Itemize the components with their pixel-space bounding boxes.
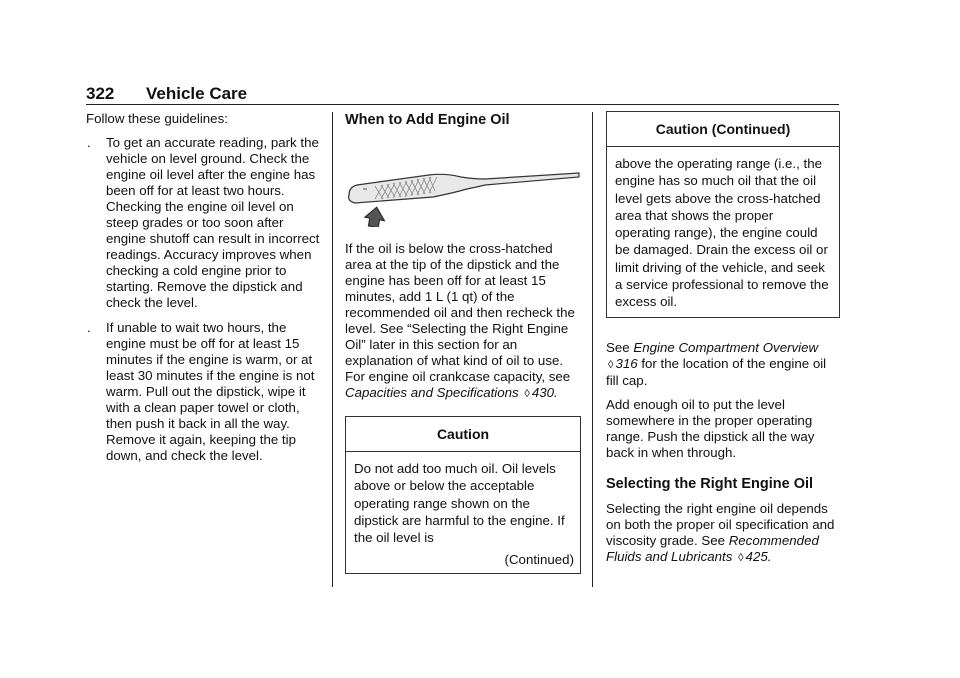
list-item (86, 320, 322, 464)
when-to-add-paragraph (345, 241, 581, 402)
page-header (86, 84, 839, 104)
dipstick-with-arrow-icon (345, 137, 581, 227)
caution-title: Caution (Continued) (607, 112, 839, 147)
page-ref-icon: ◊ (524, 388, 530, 400)
paragraph-text: If the oil is below the cross-hatched area at the tip of the dipstick and the engine has been off for at least 15 minutes, add 1 L (1 qt) of the recommended oil and then recheck the level. See “Selecting the Right Engine Oil” later in this section for an explanation of what kind of oil to use. For engine oil crankcase capacity, see (345, 241, 575, 384)
selecting-oil-paragraph (606, 501, 840, 566)
section-heading-selecting-oil: Selecting the Right Engine Oil (606, 475, 814, 492)
page-ref-icon: ◊ (738, 551, 744, 564)
caution-body: above the operating range (i.e., the engine has so much oil that the oil level gets above the cross-hatched area that shows the proper operating range), the engine could be damaged. Drain the excess oil or limit driving of the vehicle, and seek a service professional to remove the excess oil. (615, 156, 829, 310)
list-item (86, 135, 322, 311)
column-2 (345, 111, 581, 574)
see-text: See (606, 339, 634, 355)
caution-box (345, 416, 581, 574)
fill-cap-paragraph (606, 340, 840, 389)
page-ref[interactable]: 316 (615, 355, 638, 371)
continued-note: (Continued) (504, 552, 574, 568)
caution-continued-box (606, 111, 840, 318)
section-heading-when-to-add-oil: When to Add Engine Oil (345, 112, 510, 128)
bullet-text: If unable to wait two hours, the engine must be off for at least 15 minutes if the engine is warm, or at least 30 minutes if the engine is not warm. Pull out the dipstick, wipe it with a clean paper towel or cloth, then push it back in all the way. Remove it again, keeping the tip down, and check the level. (106, 320, 315, 463)
column-divider (332, 112, 333, 587)
page-ref-icon: ◊ (608, 358, 614, 371)
engine-compartment-link[interactable]: Engine Compartment Overview (633, 339, 819, 355)
bullet-mark: . (87, 320, 91, 335)
paragraph-text: Selecting the right engine oil depends on both the proper oil specification and viscosity grade. See (606, 500, 835, 548)
column-3 (606, 111, 840, 574)
guidelines-intro: Follow these guidelines: (86, 111, 228, 126)
page-ref[interactable]: 430. (531, 385, 558, 400)
header-rule (86, 104, 839, 105)
guidelines-list (86, 135, 322, 464)
bullet-mark: . (87, 135, 91, 150)
section-title: Vehicle Care (146, 84, 248, 103)
bullet-text: To get an accurate reading, park the vehicle on level ground. Check the engine oil level after the engine has been off for at least two hours. Checking the engine oil level on steep grades or too soon after engine shutoff can result in incorrect readings. Accuracy improves when checking a cold engine prior to starting. Remove the dipstick and check the level. (106, 135, 320, 310)
page-number: 322 (86, 84, 115, 103)
page-ref[interactable]: 425. (745, 548, 772, 564)
column-divider (592, 112, 593, 587)
capacities-link[interactable]: Capacities and Specifications (345, 385, 519, 400)
column-1 (86, 111, 322, 473)
paragraph-text: for the location of the engine oil fill cap. (606, 355, 827, 388)
caution-body: Do not add too much oil. Oil levels above or below the acceptable operating range shown on the dipstick are harmful to the engine. If the oil level is (354, 461, 565, 546)
add-oil-paragraph: Add enough oil to put the level somewhere in the proper operating range. Push the dipstick all the way back in when through. (606, 396, 815, 460)
recommended-fluids-link[interactable]: Recommended Fluids and Lubricants (606, 532, 819, 564)
caution-title: Caution (346, 417, 580, 452)
